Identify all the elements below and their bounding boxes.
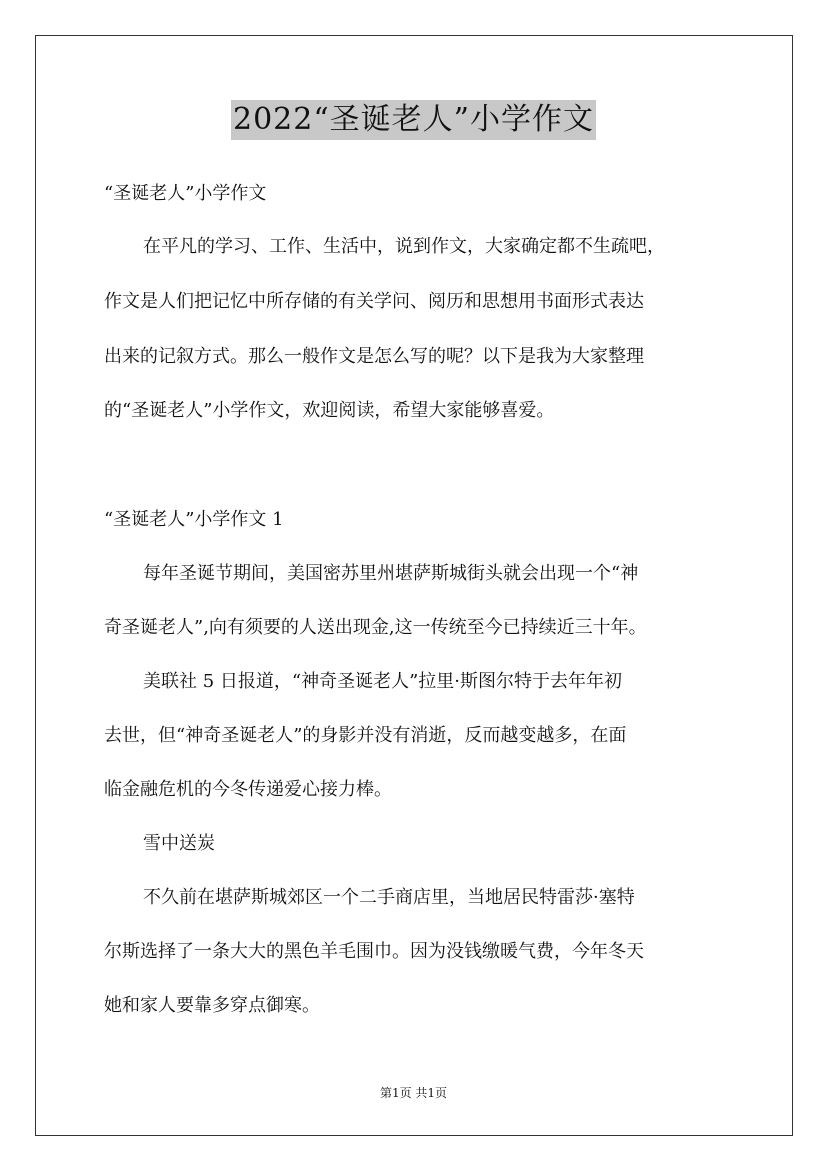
- paragraph-line: 尔斯选择了一条大大的黑色羊毛围巾。因为没钱缴暖气费，今年冬天: [104, 941, 644, 962]
- paragraph-line: 美联社 5 日报道，“神奇圣诞老人”拉里·斯图尔特于去年年初: [143, 671, 623, 692]
- paragraph-line: 去世，但“神奇圣诞老人”的身影并没有消逝，反而越变越多，在面: [104, 725, 627, 746]
- paragraph-line: 每年圣诞节期间，美国密苏里州堪萨斯城街头就会出现一个“神: [143, 563, 639, 584]
- paragraph-line: 在平凡的学习、工作、生活中，说到作文，大家确定都不生疏吧，: [143, 236, 665, 257]
- page-footer: 第1页 共1页: [379, 1086, 448, 1100]
- subheading: 雪中送炭: [143, 833, 215, 854]
- paragraph-line: 不久前在堪萨斯城郊区一个二手商店里，当地居民特雷莎·塞特: [143, 887, 635, 908]
- paragraph-line: 的“圣诞老人”小学作文，欢迎阅读，希望大家能够喜爱。: [104, 400, 555, 421]
- title-container: [0, 100, 827, 140]
- document-title: 2022“圣诞老人”小学作文: [231, 100, 596, 140]
- paragraph-line: 作文是人们把记忆中所存储的有关学问、阅历和思想用书面形式表达: [104, 291, 644, 312]
- paragraph-line: 出来的记叙方式。那么一般作文是怎么写的呢？以下是我为大家整理: [104, 346, 644, 367]
- section-heading: “圣诞老人”小学作文: [104, 183, 267, 204]
- paragraph-line: 临金融危机的今冬传递爱心接力棒。: [104, 779, 392, 800]
- paragraph-line: 她和家人要靠多穿点御寒。: [104, 995, 320, 1016]
- section-heading: “圣诞老人”小学作文 1: [104, 509, 284, 530]
- paragraph-line: 奇圣诞老人”,向有须要的人送出现金,这一传统至今已持续近三十年。: [104, 617, 647, 638]
